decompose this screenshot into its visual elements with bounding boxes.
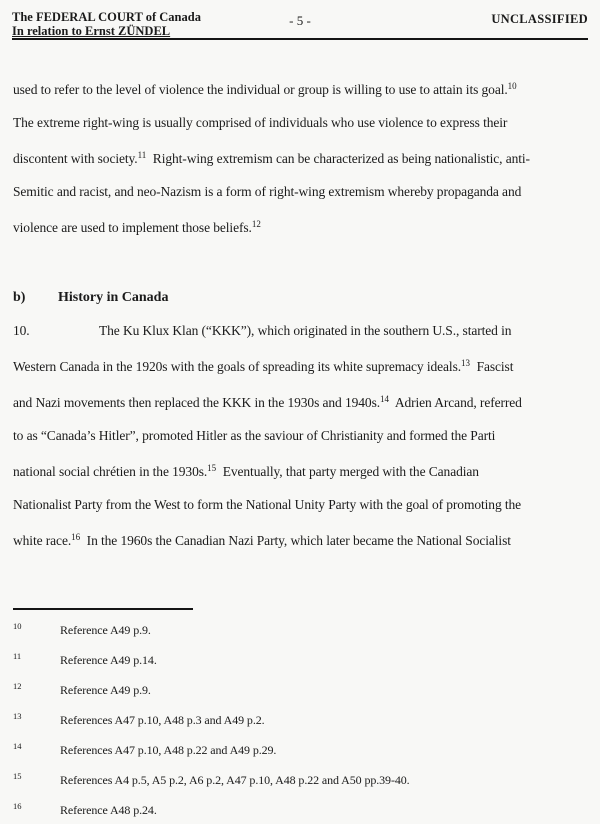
- text-line: [13, 521, 593, 557]
- footnotes-section: [13, 615, 588, 824]
- footnote-marker: 16: [71, 532, 81, 542]
- header-court-line: The FEDERAL COURT of Canada: [12, 10, 201, 24]
- footnote-row: [13, 615, 588, 645]
- intro-paragraph: [13, 70, 593, 244]
- text-line: [13, 106, 593, 139]
- footnote-number: 15: [13, 771, 22, 781]
- section-title: History in Canada: [58, 290, 169, 305]
- text-line: [13, 383, 593, 419]
- text-line: [13, 488, 593, 521]
- footnote-row: [13, 765, 588, 795]
- footnote-number: 13: [13, 711, 22, 721]
- page-header: [12, 11, 588, 39]
- footnote-text: Reference A49 p.14.: [60, 653, 157, 667]
- text-segment: and Nazi movements then replaced the KKK in the 1930s and 1940s.: [13, 395, 381, 410]
- text-line: [13, 347, 593, 383]
- text-segment: discontent with society.: [13, 151, 138, 166]
- text-segment: to as “Canada’s Hitler”, promoted Hitler as the saviour of Christianity and formed the Parti: [13, 428, 496, 443]
- text-segment: Nationalist Party from the West to form the National Unity Party with the goal of promoting the: [13, 497, 522, 512]
- text-segment: Western Canada in the 1920s with the goals of spreading its white supremacy ideals.: [13, 359, 462, 374]
- footnote-row: [13, 645, 588, 675]
- text-segment: violence are used to implement those beliefs.: [13, 220, 252, 235]
- footnote-marker: 12: [251, 219, 261, 229]
- header-subject-line: In relation to Ernst ZÜNDEL: [12, 23, 171, 38]
- section-heading: [13, 290, 168, 306]
- header-rule: [12, 38, 588, 40]
- section-label: b): [13, 290, 26, 305]
- text-segment: Adrien Arcand, referred: [389, 395, 522, 410]
- text-segment: Right-wing extremism can be characterized as being nationalistic, anti-: [146, 151, 530, 166]
- footnote-marker: 11: [137, 150, 147, 160]
- footnote-marker: 15: [207, 463, 217, 473]
- footnote-row: [13, 735, 588, 765]
- paragraph-10: [13, 314, 593, 557]
- text-segment: Semitic and racist, and neo-Nazism is a form of right-wing extremism whereby propaganda and: [13, 184, 522, 199]
- footnote-row: [13, 675, 588, 705]
- text-segment: The extreme right-wing is usually comprised of individuals who use violence to express their: [13, 115, 508, 130]
- text-line: [13, 419, 593, 452]
- text-line: [13, 139, 593, 175]
- paragraph-10-lines: [13, 314, 593, 557]
- text-segment: The Ku Klux Klan (“KKK”), which originated in the southern U.S., started in: [99, 323, 512, 338]
- text-line: [13, 208, 593, 244]
- footnote-text: Reference A48 p.24.: [60, 803, 157, 817]
- text-segment: Fascist: [470, 359, 514, 374]
- text-line: [13, 452, 593, 488]
- classification-label: UNCLASSIFIED: [491, 12, 588, 26]
- footnote-number: 10: [13, 621, 22, 631]
- footnote-number: 11: [13, 651, 22, 661]
- footnote-row: [13, 795, 588, 824]
- page-number: - 5 -: [289, 13, 311, 28]
- footnote-number: 16: [13, 801, 22, 811]
- text-segment: national social chrétien in the 1930s.: [13, 464, 208, 479]
- footnote-row: [13, 705, 588, 735]
- footnote-number: 14: [13, 741, 22, 751]
- footnote-text: Reference A49 p.9.: [60, 623, 151, 637]
- text-segment: In the 1960s the Canadian Nazi Party, which later became the National Socialist: [80, 533, 511, 548]
- footnote-text: References A47 p.10, A48 p.3 and A49 p.2.: [60, 713, 265, 727]
- footnote-separator-rule: [13, 608, 193, 610]
- footnote-marker: 10: [507, 81, 517, 91]
- text-line: [13, 70, 593, 106]
- text-line: [13, 314, 593, 347]
- text-line: [13, 175, 593, 208]
- footnote-number: 12: [13, 681, 22, 691]
- paragraph-number: 10.: [13, 323, 30, 338]
- footnote-marker: 14: [380, 394, 390, 404]
- text-segment: Eventually, that party merged with the Canadian: [216, 464, 479, 479]
- footnote-marker: 13: [461, 358, 471, 368]
- footnote-text: Reference A49 p.9.: [60, 683, 151, 697]
- footnote-text: References A47 p.10, A48 p.22 and A49 p.29.: [60, 743, 277, 757]
- text-segment: used to refer to the level of violence the individual or group is willing to use to attain its goal.: [13, 82, 508, 97]
- footnote-text: References A4 p.5, A5 p.2, A6 p.2, A47 p.10, A48 p.22 and A50 pp.39-40.: [60, 773, 410, 787]
- text-segment: white race.: [13, 533, 72, 548]
